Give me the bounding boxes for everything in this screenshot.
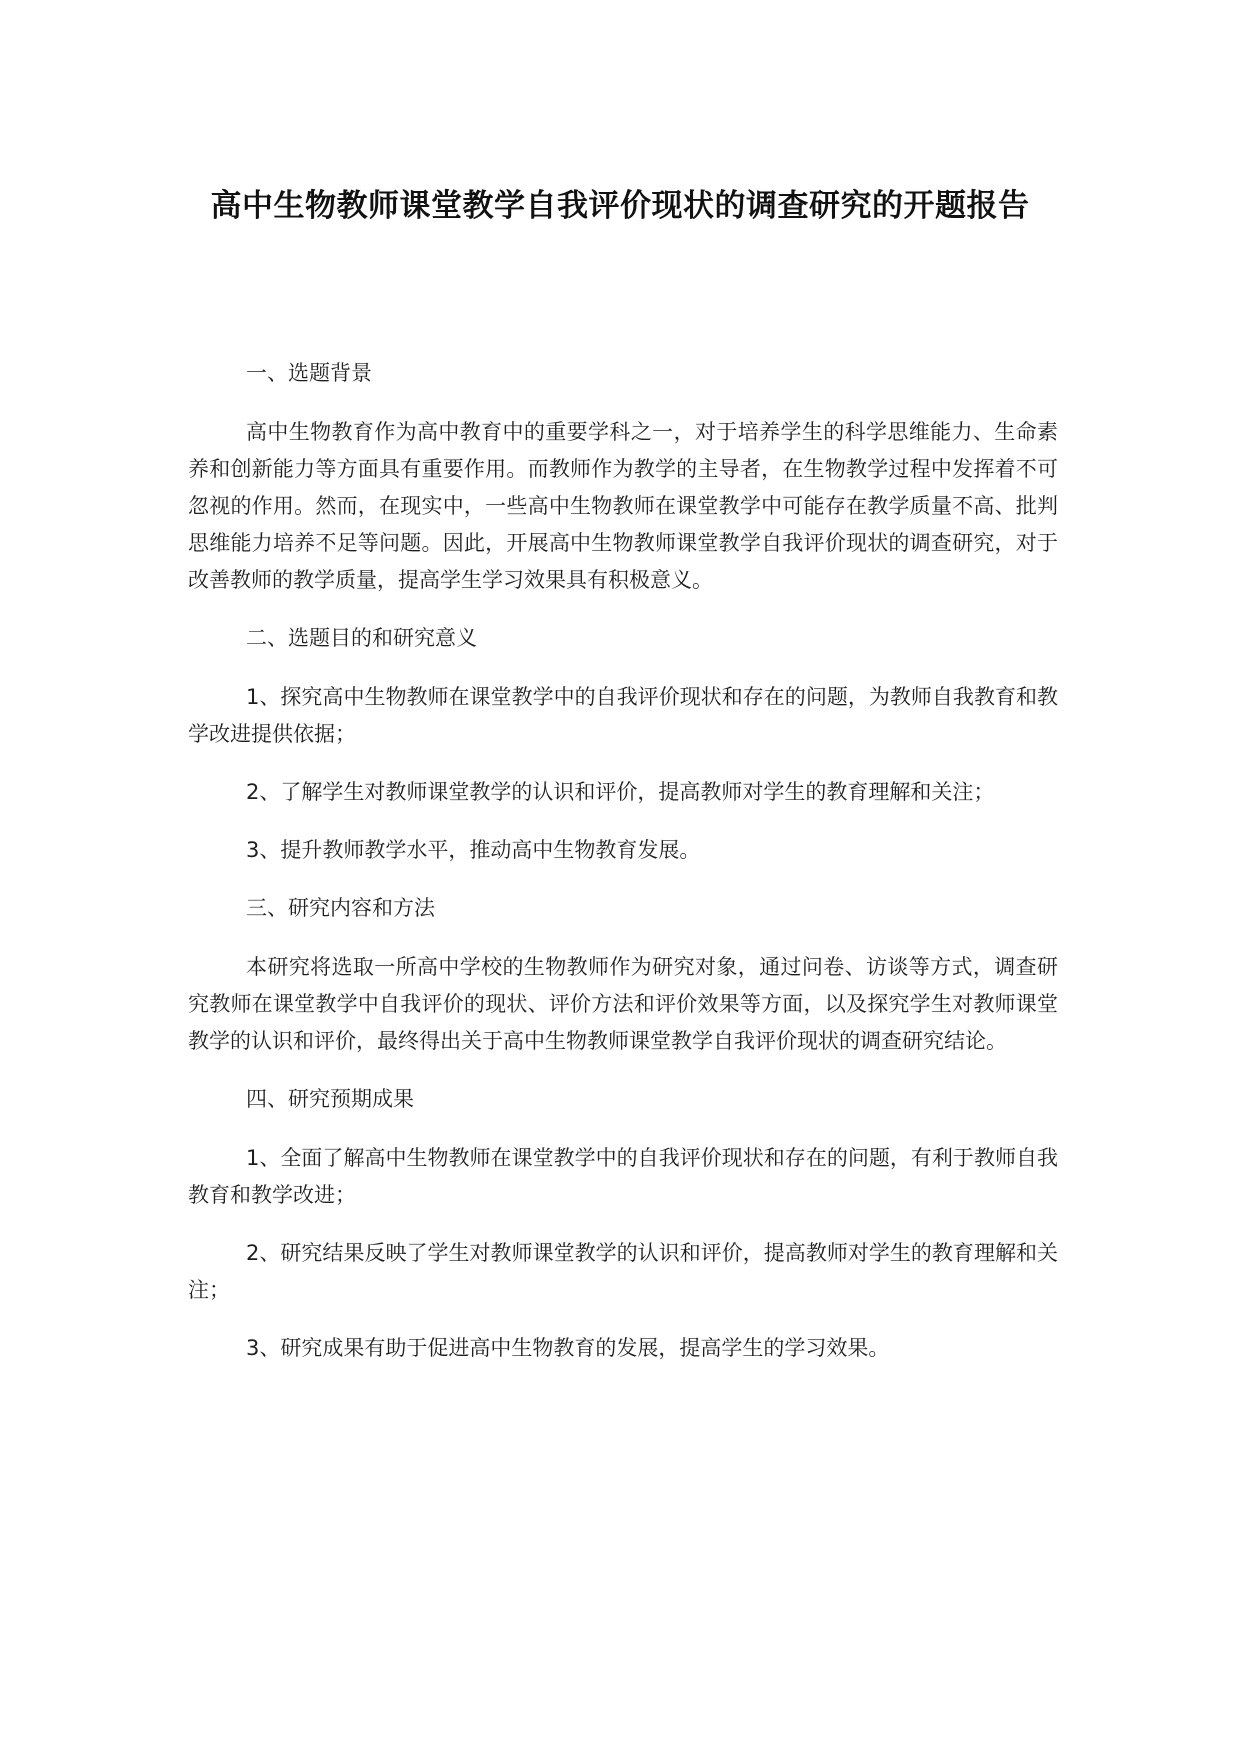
outcome-item-2: 2、研究结果反映了学生对教师课堂教学的认识和评价，提高教师对学生的教育理解和关注； [188,1241,1058,1302]
document-body [188,355,1058,1388]
section-heading-methods: 三、研究内容和方法 [246,896,435,920]
purpose-item-3: 3、提升教师教学水平，推动高中生物教育发展。 [246,838,701,862]
section-heading-purpose: 二、选题目的和研究意义 [246,626,477,650]
outcome-item-1: 1、全面了解高中生物教师在课堂教学中的自我评价现状和存在的问题，有利于教师自我教育和教学改进； [188,1146,1058,1207]
purpose-item-2: 2、了解学生对教师课堂教学的认识和评价，提高教师对学生的教育理解和关注； [246,780,995,804]
section-heading-background: 一、选题背景 [246,361,372,385]
paragraph-background: 高中生物教育作为高中教育中的重要学科之一，对于培养学生的科学思维能力、生命素养和创新能力等方面具有重要作用。而教师作为教学的主导者，在生物教学过程中发挥着不可忽视的作用。然而，在现实中，一些高中生物教师在课堂教学中可能存在教学质量不高、批判思维能力培养不足等问题。因此，开展高中生物教师课堂教学自我评价现状的调查研究，对于改善教师的教学质量，提高学生学习效果具有积极意义。 [188,420,1058,592]
document-title: 高中生物教师课堂教学自我评价现状的调查研究的开题报告 [210,188,1030,224]
outcome-item-3: 3、研究成果有助于促进高中生物教育的发展，提高学生的学习效果。 [246,1336,890,1360]
paragraph-methods: 本研究将选取一所高中学校的生物教师作为研究对象，通过问卷、访谈等方式，调查研究教师在课堂教学中自我评价的现状、评价方法和评价效果等方面，以及探究学生对教师课堂教学的认识和评价，最终得出关于高中生物教师课堂教学自我评价现状的调查研究结论。 [188,955,1058,1053]
section-heading-outcomes: 四、研究预期成果 [246,1087,414,1111]
purpose-item-1: 1、探究高中生物教师在课堂教学中的自我评价现状和存在的问题，为教师自我教育和教学改进提供依据； [188,685,1058,746]
